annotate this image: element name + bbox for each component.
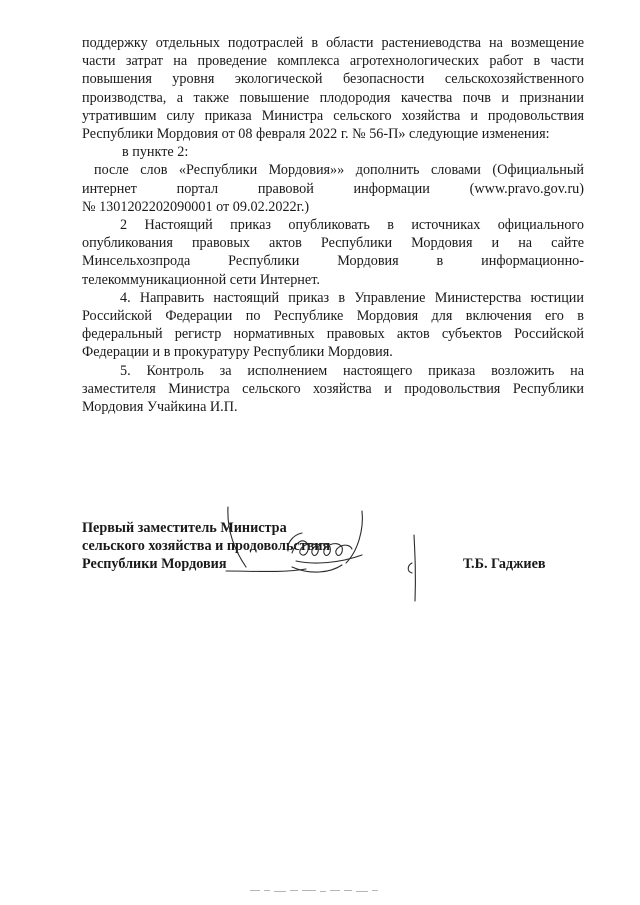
text-line: поддержку отдельных подотраслей в области растениеводства на возмещение bbox=[82, 35, 584, 51]
text-line: интернет портал правовой информации (www.pravo.gov.ru) bbox=[82, 180, 584, 197]
text-line: опубликования правовых актов Республики Мордовия и на сайте bbox=[82, 235, 584, 252]
text-line: Российской Федерации по Республике Мордовия для включения его в bbox=[82, 308, 584, 325]
paragraph-intro bbox=[82, 34, 584, 143]
signer-title-line: Первый заместитель Министра bbox=[82, 520, 287, 536]
text-line: Федерации и в прокуратуру Республики Мордовия. bbox=[82, 344, 393, 361]
text-line: повышения уровня экологической безопасности сельскохозяйственного bbox=[82, 71, 584, 88]
text-line: 4. Направить настоящий приказ в Управление Министерства юстиции bbox=[120, 289, 584, 306]
paragraph-send bbox=[82, 289, 584, 362]
text-line: заместителя Министра сельского хозяйства и продовольствия Республики bbox=[82, 380, 584, 397]
scan-artifact-line bbox=[250, 888, 390, 894]
paragraph-point-2: в пункте 2: bbox=[122, 144, 189, 161]
text-line: 2 Настоящий приказ опубликовать в источниках официального bbox=[120, 217, 584, 234]
paragraph-amendment bbox=[82, 161, 584, 216]
document-body bbox=[82, 34, 584, 416]
text-line: Минсельхозпрода Республики Мордовия в информационно- bbox=[82, 253, 584, 270]
text-line: № 1301202202090001 от 09.02.2022г.) bbox=[82, 198, 310, 215]
text-line: телекоммуникационной сети Интернет. bbox=[82, 271, 320, 288]
text-line: после слов «Республики Мордовия»» дополнить словами (Официальный bbox=[94, 162, 584, 179]
text-line: 5. Контроль за исполнением настоящего приказа возложить на bbox=[120, 362, 584, 379]
signer-name: Т.Б. Гаджиев bbox=[463, 556, 546, 572]
text-line: производства, а также повышение плодородия качества почв и признании bbox=[82, 89, 584, 106]
text-line: Республики Мордовия от 08 февраля 2022 г. № 56-П» следующие изменения: bbox=[82, 126, 550, 143]
text-line: федеральный регистр нормативных правовых актов субъектов Российской bbox=[82, 326, 584, 343]
paragraph-publish bbox=[82, 216, 584, 289]
signature-block bbox=[82, 519, 584, 573]
signer-title-line: сельского хозяйства и продовольствия bbox=[82, 538, 331, 554]
paragraph-control bbox=[82, 362, 584, 417]
signer-title-line: Республики Мордовия bbox=[82, 556, 227, 572]
text-line: утратившим силу приказа Министра сельского хозяйства и продовольствия bbox=[82, 107, 584, 124]
text-line: части затрат на проведение комплекса агротехнологических работ в части bbox=[82, 53, 584, 70]
handwritten-signature-icon bbox=[222, 505, 442, 605]
text-line: Мордовия Учайкина И.П. bbox=[82, 399, 238, 416]
